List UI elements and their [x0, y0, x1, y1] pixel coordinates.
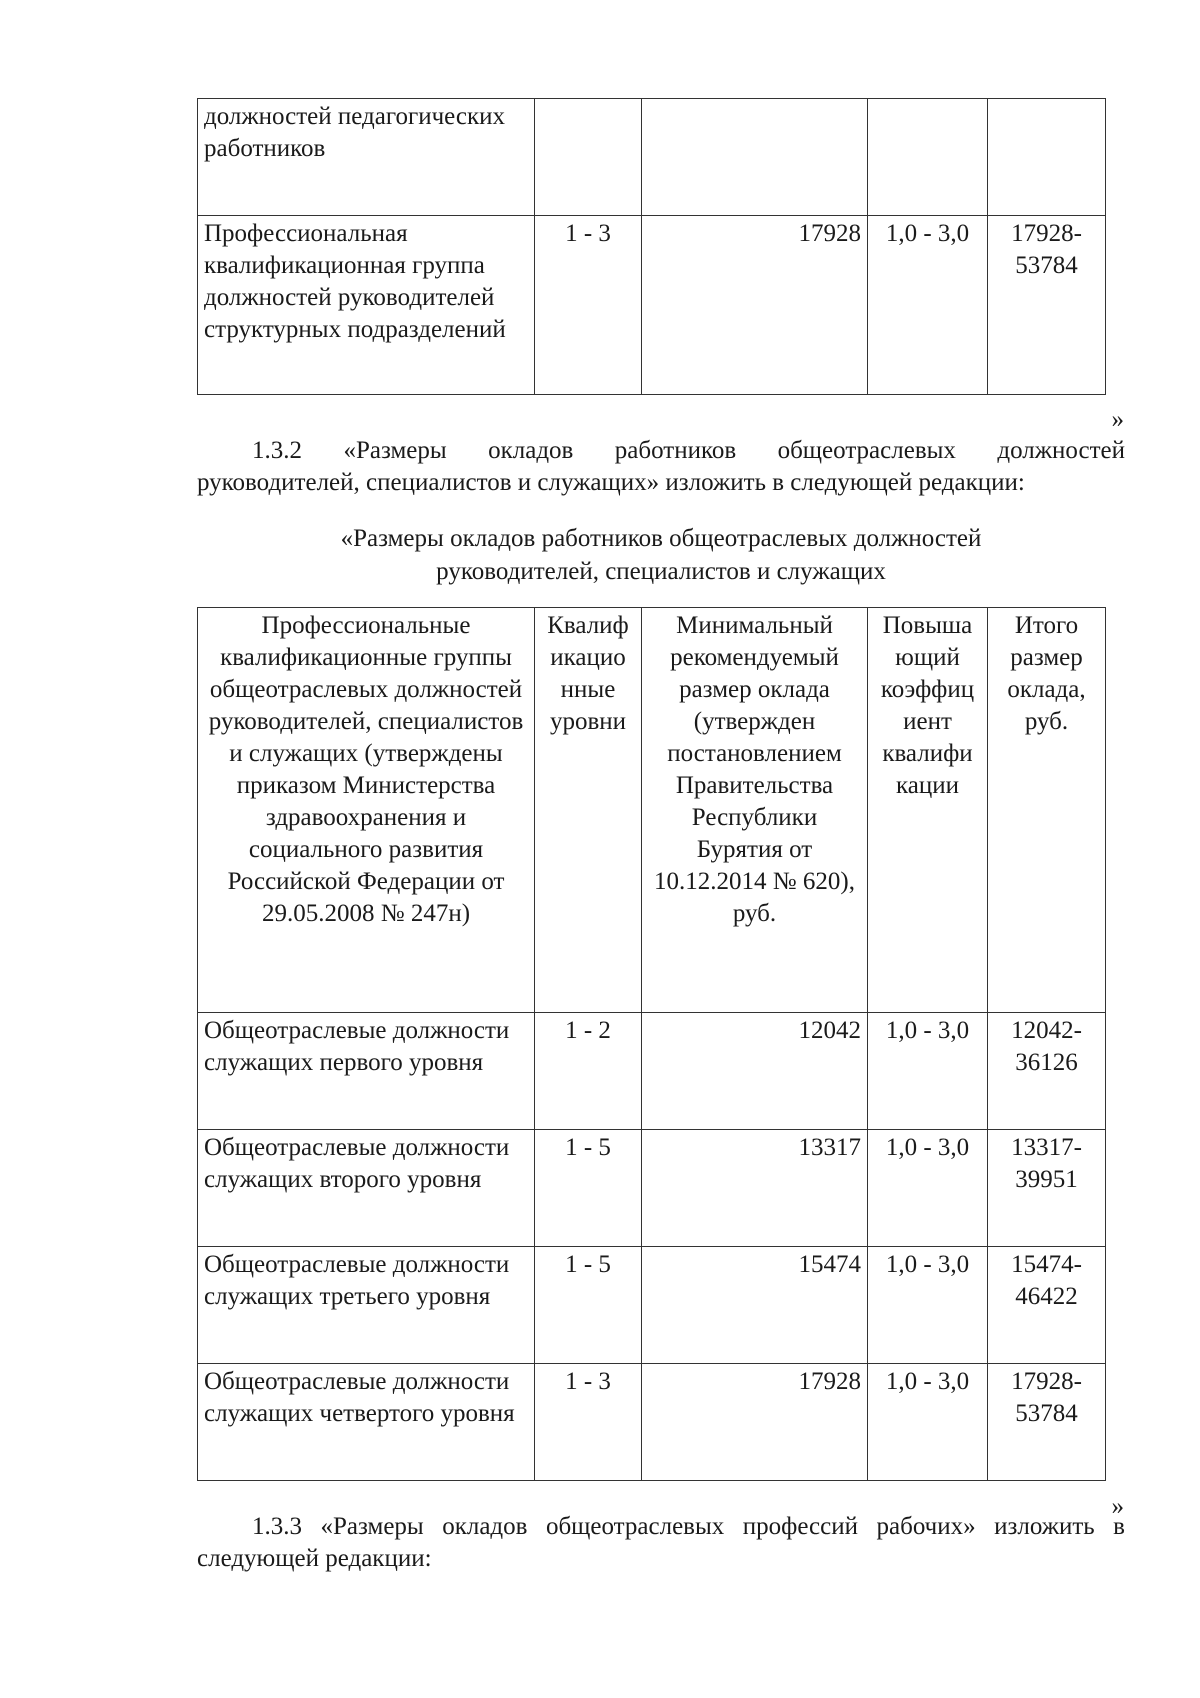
min-salary-cell: 15474 [642, 1247, 868, 1364]
closing-quote: » [1111, 1493, 1124, 1520]
min-salary-cell: 17928 [642, 1364, 868, 1481]
group-cell: Общеотраслевые должности служащих третьего уровня [198, 1247, 535, 1364]
section-1-3-2-paragraph [197, 435, 1125, 499]
total-cell: 17928-53784 [988, 1364, 1106, 1481]
min-salary-cell: 13317 [642, 1130, 868, 1247]
table-row [198, 99, 1106, 216]
paragraph-line: руководителей, специалистов и служащих» изложить в следующей редакции: [197, 469, 1025, 496]
min-salary-cell [642, 99, 868, 216]
level-cell [535, 99, 642, 216]
coef-cell [868, 99, 988, 216]
coef-cell: 1,0 - 3,0 [868, 216, 988, 395]
total-cell [988, 99, 1106, 216]
paragraph-line: следующей редакции: [197, 1545, 432, 1572]
group-cell: должностей педагогических работников [198, 99, 535, 216]
table-row [198, 1364, 1106, 1481]
salary-table-general-positions [197, 607, 1106, 1481]
level-cell: 1 - 2 [535, 1013, 642, 1130]
header-min-salary: Минимальный рекомендуемый размер оклада (утвержден постановлением Правительства Республики Бурятия от 10.12.2014 № 620), руб. [642, 608, 868, 1013]
total-cell: 17928-53784 [988, 216, 1106, 395]
section-1-3-3-paragraph [197, 1511, 1125, 1575]
total-cell: 15474-46422 [988, 1247, 1106, 1364]
group-cell: Профессиональная квалификационная группа должностей руководителей структурных подразделений [198, 216, 535, 395]
paragraph-line: 1.3.3 «Размеры окладов общеотраслевых профессий рабочих» изложить в [252, 1513, 1125, 1540]
group-cell: Общеотраслевые должности служащих второго уровня [198, 1130, 535, 1247]
level-cell: 1 - 5 [535, 1247, 642, 1364]
coef-cell: 1,0 - 3,0 [868, 1247, 988, 1364]
table-row [198, 216, 1106, 395]
header-total: Итого размер оклада, руб. [988, 608, 1106, 1013]
coef-cell: 1,0 - 3,0 [868, 1364, 988, 1481]
salary-table-pedagogical [197, 98, 1106, 395]
caption-line: «Размеры окладов работников общеотраслевых должностей [340, 525, 982, 552]
min-salary-cell: 17928 [642, 216, 868, 395]
group-cell: Общеотраслевые должности служащих четвертого уровня [198, 1364, 535, 1481]
coef-cell: 1,0 - 3,0 [868, 1013, 988, 1130]
table-header-row [198, 608, 1106, 1013]
header-coef: Повыша ющий коэффиц иент квалифи кации [868, 608, 988, 1013]
level-cell: 1 - 3 [535, 1364, 642, 1481]
header-group: Профессиональные квалификационные группы общеотраслевых должностей руководителей, специалистов и служащих (утверждены приказом Министерства здравоохранения и социального развития Российской Федерации от 29.05.2008 № 247н) [198, 608, 535, 1013]
table-row [198, 1013, 1106, 1130]
table-row [198, 1130, 1106, 1247]
min-salary-cell: 12042 [642, 1013, 868, 1130]
header-level: Квалиф икацио нные уровни [535, 608, 642, 1013]
total-cell: 13317-39951 [988, 1130, 1106, 1247]
level-cell: 1 - 5 [535, 1130, 642, 1247]
level-cell: 1 - 3 [535, 216, 642, 395]
caption-line: руководителей, специалистов и служащих [436, 558, 886, 585]
table-caption [197, 522, 1125, 588]
coef-cell: 1,0 - 3,0 [868, 1130, 988, 1247]
total-cell: 12042-36126 [988, 1013, 1106, 1130]
group-cell: Общеотраслевые должности служащих первого уровня [198, 1013, 535, 1130]
paragraph-line: 1.3.2 «Размеры окладов работников общеотраслевых должностей [252, 437, 1125, 464]
table-row [198, 1247, 1106, 1364]
closing-quote: » [1111, 406, 1124, 433]
